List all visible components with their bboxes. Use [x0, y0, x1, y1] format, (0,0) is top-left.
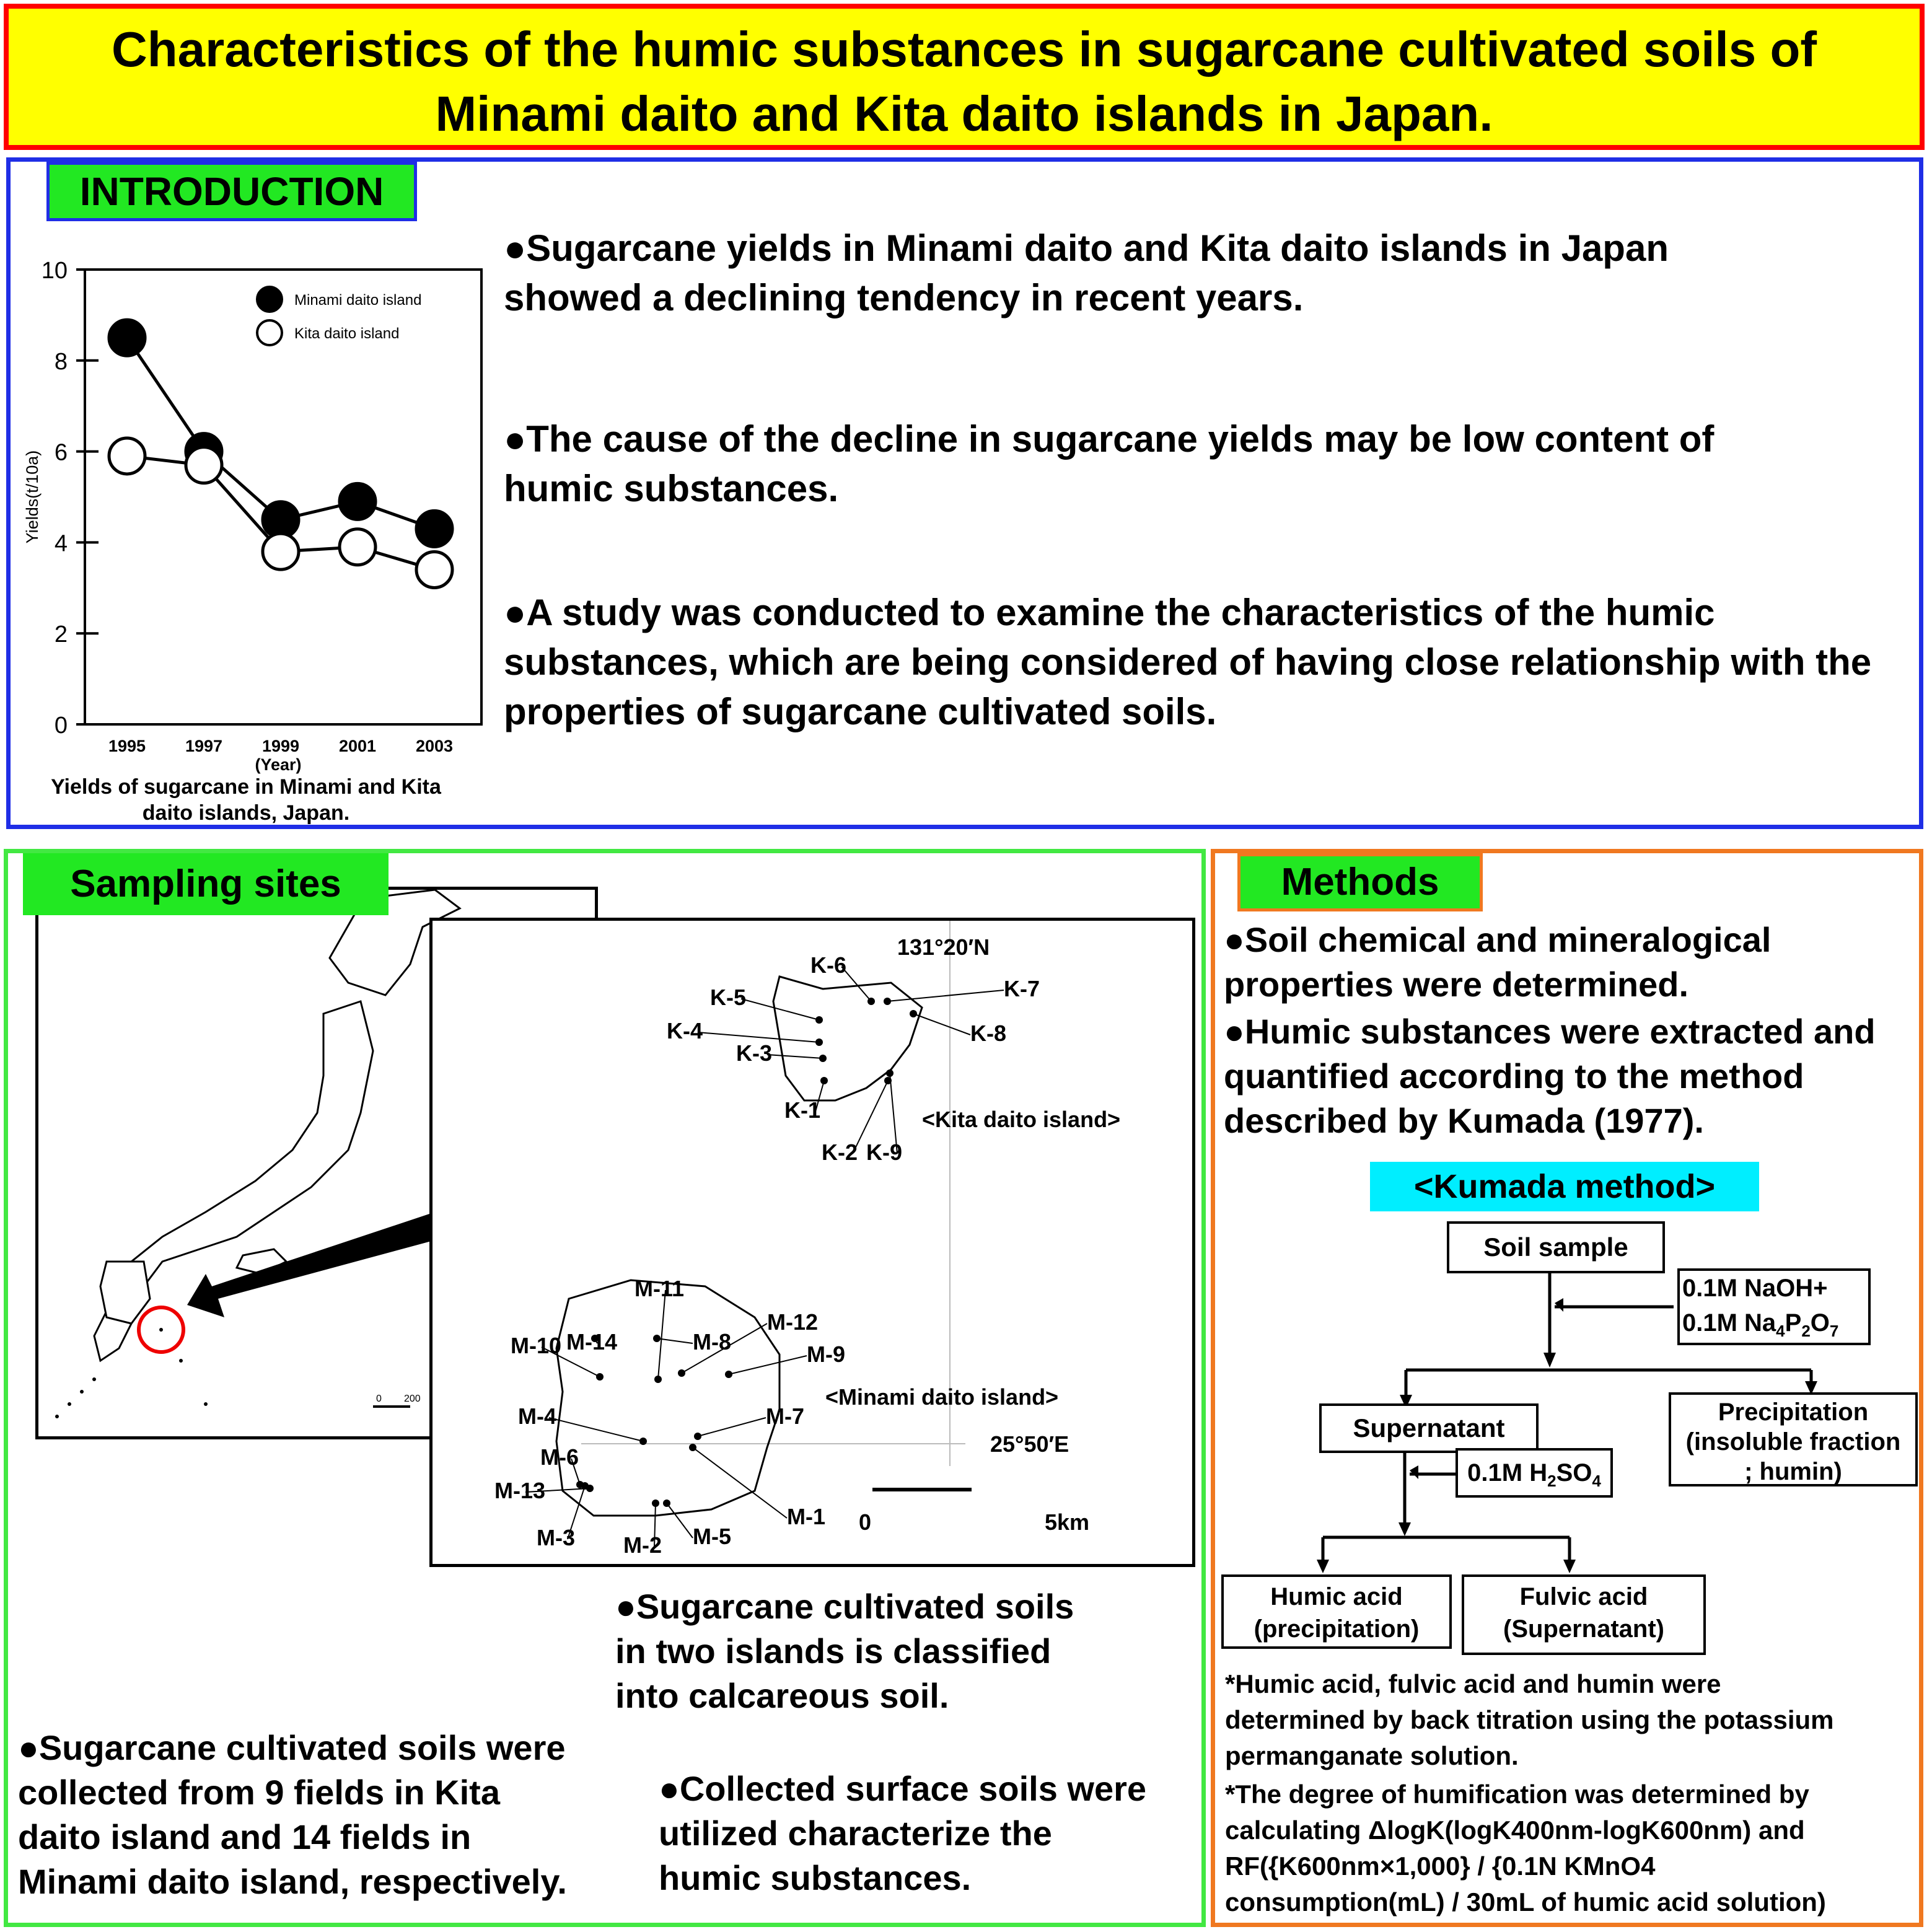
methods-note-2-line-3: RF({K600nm×1,000} / {0.1N KMnO4: [1225, 1851, 1656, 1881]
sampling-label: Sampling sites: [23, 853, 389, 915]
precipitation-line-3: ; humin): [1744, 1458, 1842, 1485]
site-label-k-4: K-4: [667, 1018, 703, 1043]
precipitation-line-1: Precipitation: [1718, 1399, 1869, 1426]
text-surface: [659, 1767, 1146, 1900]
y-tick-label: 4: [54, 530, 68, 557]
soil-sample-label: Soil sample: [1483, 1232, 1628, 1262]
methods-panel: [1211, 849, 1923, 1927]
legend-label-1: Minami daito island: [294, 292, 422, 309]
methods-note-2: [1225, 1776, 1826, 1920]
methods-note-1-line-2: determined by back titration using the potassium: [1225, 1705, 1834, 1734]
methods-note-1-line-1: *Humic acid, fulvic acid and humin were: [1225, 1669, 1721, 1698]
fulvic-acid-line-2: (Supernatant): [1503, 1615, 1664, 1643]
site-label-m-3: M-3: [537, 1525, 575, 1550]
map-scale-0: 0: [376, 1394, 382, 1404]
site-dot-m-6: [576, 1481, 584, 1488]
site-label-m-14: M-14: [566, 1329, 618, 1355]
site-label-m-4: M-4: [518, 1403, 556, 1429]
site-dot-k-3: [819, 1055, 827, 1062]
site-label-m-9: M-9: [807, 1341, 845, 1367]
data-point: [340, 483, 375, 519]
methods-note-2-line-4: consumption(mL) / 30mL of humic acid solution): [1225, 1887, 1826, 1917]
minami-island-label: <Minami daito island>: [825, 1384, 1059, 1410]
x-axis-label: (Year): [255, 755, 302, 774]
methods-note-1-line-3: permanganate solution.: [1225, 1741, 1519, 1770]
supernatant-box: [1319, 1403, 1539, 1453]
intro-bullet-3: ●A study was conducted to examine the characteristics of the humic substances, which are being considered of having close relationship with the properties of sugarcane cultivated soils.: [504, 592, 1872, 732]
data-point: [340, 529, 375, 565]
x-tick-label: 2003: [415, 737, 454, 755]
site-dot-m-8: [653, 1335, 661, 1342]
chart-marks: [109, 287, 452, 587]
methods-note-2-line-2: calculating ΔlogK(logK400nm-logK600nm) and: [1225, 1816, 1805, 1845]
data-point: [109, 320, 145, 356]
site-label-m-11: M-11: [634, 1276, 685, 1301]
title-banner: [4, 4, 1925, 150]
site-dot-m-10: [596, 1373, 604, 1381]
precipitation-box: [1669, 1392, 1918, 1486]
text-collected-line-2: collected from 9 fields in Kita: [18, 1773, 500, 1812]
y-tick-label: 2: [54, 621, 68, 648]
data-point: [263, 533, 299, 569]
site-dot-k-8: [910, 1010, 917, 1017]
x-tick-label: 1995: [108, 737, 146, 755]
site-leader-m-5: [667, 1503, 693, 1538]
precipitation-line-2: (insoluble fraction: [1685, 1428, 1901, 1456]
humic-acid-box: [1221, 1574, 1452, 1649]
methods-bullet-2-line-1: ●Humic substances were extracted and: [1224, 1012, 1876, 1051]
methods-label: Methods: [1237, 853, 1483, 911]
site-dot-k-4: [815, 1038, 823, 1046]
introduction-panel: [6, 157, 1923, 829]
site-leader-m-11: [658, 1290, 665, 1379]
site-dot-m-11: [654, 1376, 662, 1383]
chart-caption-line-2: daito islands, Japan.: [142, 801, 350, 825]
minami-island-outline: [556, 1280, 779, 1516]
title-line-1: Characteristics of the humic substances in sugarcane cultivated soils of: [112, 22, 1817, 77]
text-surface-line-3: humic substances.: [659, 1858, 972, 1897]
site-leader-k-5: [741, 999, 819, 1020]
methods-bullet-2-line-3: described by Kumada (1977).: [1224, 1101, 1704, 1140]
map-scale-200: 200: [404, 1394, 421, 1404]
site-label-k-1: K-1: [784, 1097, 821, 1123]
text-collected-line-3: daito island and 14 fields in: [18, 1817, 472, 1856]
text-surface-line-1: ●Collected surface soils were: [659, 1769, 1147, 1808]
fulvic-acid-line-1: Fulvic acid: [1519, 1583, 1648, 1610]
text-calcareous-line-3: into calcareous soil.: [615, 1676, 949, 1715]
site-label-k-8: K-8: [970, 1021, 1007, 1046]
text-surface-line-2: utilized characterize the: [659, 1814, 1052, 1853]
x-tick-label: 1999: [261, 737, 300, 755]
fulvic-acid-box: [1462, 1574, 1706, 1655]
introduction-label: INTRODUCTION: [46, 162, 417, 221]
site-dot-m-7: [694, 1433, 701, 1440]
islands-detail-map: [429, 918, 1195, 1567]
intro-bullet-2: ●The cause of the decline in sugarcane yields may be low content of humic substances.: [504, 418, 1715, 509]
data-point: [186, 447, 222, 483]
site-label-m-13: M-13: [494, 1478, 546, 1503]
text-calcareous: [615, 1584, 1074, 1718]
site-dot-m-13: [586, 1485, 594, 1492]
map-scale-end: 5km: [1045, 1509, 1090, 1535]
chart-caption-line-1: Yields of sugarcane in Minami and Kita: [51, 775, 441, 799]
reagent-h2so4-label: 0.1M $H_2SO_4$: [1467, 1459, 1601, 1490]
title-line-2: Minami daito and Kita daito islands in Japan.: [435, 86, 1493, 141]
data-point: [416, 511, 452, 547]
supernatant-label: Supernatant: [1353, 1413, 1505, 1442]
map-scale-start: 0: [859, 1509, 872, 1535]
y-tick-label: 10: [41, 258, 68, 284]
reagent-naoh-line-1: 0.1M NaOH+: [1682, 1275, 1828, 1302]
site-dot-k-5: [815, 1016, 823, 1024]
site-dot-m-4: [639, 1438, 647, 1445]
legend-marker-1: [257, 287, 282, 312]
text-calcareous-line-1: ●Sugarcane cultivated soils: [615, 1587, 1074, 1626]
humic-acid-line-1: Humic acid: [1270, 1583, 1403, 1610]
site-dot-k-1: [820, 1077, 828, 1084]
site-dot-m-1: [689, 1444, 696, 1451]
soil-sample-box: [1447, 1221, 1665, 1273]
site-dot-m-2: [652, 1499, 659, 1507]
site-dot-k-7: [884, 998, 891, 1005]
sampling-panel: [4, 849, 1206, 1927]
yield-chart: [11, 162, 494, 825]
site-label-k-2: K-2: [822, 1139, 858, 1165]
text-calcareous-line-2: in two islands is classified: [615, 1631, 1052, 1671]
site-dot-k-9: [886, 1069, 894, 1077]
site-label-m-2: M-2: [623, 1532, 662, 1558]
methods-note-1: [1225, 1666, 1834, 1774]
data-point: [109, 438, 145, 474]
map-lon-label: 131°20′N: [897, 934, 990, 960]
site-leader-m-1: [693, 1447, 787, 1518]
text-collected: [18, 1726, 567, 1904]
x-tick-label: 2001: [338, 737, 377, 755]
kita-island-label: <Kita daito island>: [922, 1107, 1121, 1132]
site-dot-m-12: [678, 1369, 685, 1377]
data-point: [416, 551, 452, 587]
text-collected-line-4: Minami daito island, respectively.: [18, 1862, 567, 1901]
site-dot-k-6: [867, 998, 875, 1005]
series-line-1: [127, 338, 434, 529]
site-label-m-7: M-7: [766, 1403, 804, 1429]
legend-label-2: Kita daito island: [294, 325, 400, 342]
y-axis-label: Yields(t/10a): [23, 450, 42, 544]
site-leader-k-8: [913, 1014, 970, 1035]
site-leader-m-8: [657, 1338, 693, 1343]
site-label-m-1: M-1: [787, 1504, 825, 1529]
site-dot-m-9: [725, 1371, 732, 1378]
chart-axes: [23, 258, 481, 774]
map-lat-label: 25°50′E: [990, 1431, 1069, 1457]
x-tick-label: 1997: [185, 737, 223, 755]
y-tick-label: 6: [54, 439, 68, 466]
kita-island-outline: [773, 977, 922, 1100]
site-label-k-6: K-6: [810, 952, 847, 978]
intro-bullet-1: ●Sugarcane yields in Minami daito and Kita daito islands in Japan showed a declining tendency in recent years.: [504, 227, 1669, 318]
site-label-k-3: K-3: [736, 1040, 773, 1066]
reagent-naoh-box: [1677, 1268, 1871, 1345]
methods-bullet-1-line-2: properties were determined.: [1224, 965, 1689, 1004]
site-label-m-6: M-6: [540, 1444, 579, 1470]
kumada-method-label: <Kumada method>: [1370, 1162, 1759, 1211]
methods-bullet-2-line-2: quantified according to the method: [1224, 1056, 1804, 1096]
methods-note-2-line-1: *The degree of humification was determined by: [1225, 1780, 1809, 1809]
site-leader-m-9: [729, 1356, 807, 1374]
site-leader-k-3: [767, 1055, 823, 1058]
site-leader-m-4: [549, 1418, 643, 1441]
site-label-m-12: M-12: [767, 1309, 819, 1335]
site-label-m-10: M-10: [511, 1333, 562, 1358]
site-leader-k-7: [887, 990, 1004, 1001]
text-collected-line-1: ●Sugarcane cultivated soils were: [18, 1728, 566, 1767]
site-leader-m-7: [698, 1418, 766, 1436]
site-label-k-7: K-7: [1004, 976, 1040, 1001]
y-tick-label: 8: [54, 348, 68, 375]
y-tick-label: 0: [54, 713, 68, 739]
methods-bullet-1-line-1: ●Soil chemical and mineralogical: [1224, 920, 1772, 959]
reagent-na4p2o7-line-2: 0.1M $Na_4P_2O_7$: [1682, 1309, 1839, 1340]
site-label-m-8: M-8: [693, 1329, 731, 1355]
legend-marker-2: [257, 320, 282, 345]
site-label-m-5: M-5: [693, 1524, 731, 1549]
site-dot-m-5: [663, 1499, 670, 1507]
site-label-k-9: K-9: [866, 1139, 903, 1165]
site-label-k-5: K-5: [710, 985, 747, 1010]
humic-acid-line-2: (precipitation): [1254, 1615, 1420, 1643]
reagent-h2so4-box: [1456, 1448, 1613, 1498]
